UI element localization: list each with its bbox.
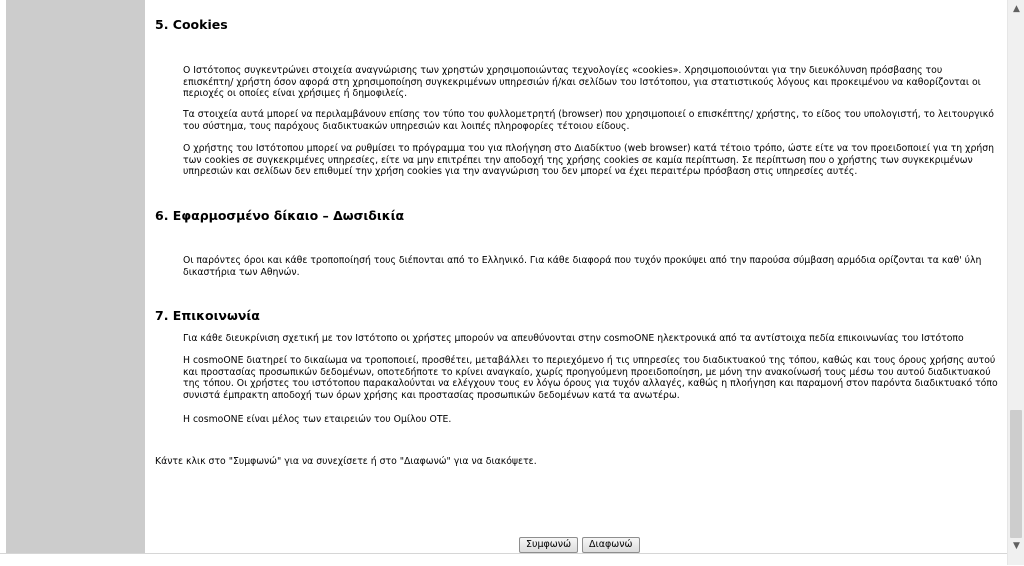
section-heading-law: 6. Εφαρμοσμένο δίκαιο – Δωσιδικία [155, 208, 405, 223]
cookies-paragraph-2: Τα στοιχεία αυτά μπορεί να περιλαμβάνουν επίσης τον τύπο του φυλλομετρητή (browser) που χρησιμοποιεί ο επισκέπτης/ χρήστης, το είδος του υπολογιστή, το λειτουργικό του σύστημα, τους παρόχους διαδικτυακών υπηρεσιών και λοιπές πληροφορίες τέτοιου είδους. [183, 109, 994, 132]
contact-paragraph-1: Για κάθε διευκρίνιση σχετική με τον Ιστότοπο οι χρήστες μπορούν να απευθύνονται στην cosmoONE ηλεκτρονικά από τα αντίστοιχα πεδία επικοινωνίας του Ιστότοπο [183, 333, 964, 344]
terms-content [145, 0, 1007, 565]
scrollbar-thumb[interactable] [1010, 410, 1022, 538]
section-heading-cookies: 5. Cookies [155, 17, 228, 32]
contact-paragraph-3: Η cosmoONE είναι μέλος των εταιρειών του Ομίλου ΟΤΕ. [183, 414, 452, 425]
window-bottom-edge [0, 553, 1007, 566]
left-gutter [6, 0, 145, 565]
instruction-text: Κάντε κλικ στο "Συμφωνώ" για να συνεχίσετε ή στο "Διαφωνώ" για να διακόψετε. [155, 456, 537, 467]
chevron-up-icon[interactable]: ▲ [1013, 3, 1020, 14]
action-buttons [519, 537, 640, 553]
section-heading-contact: 7. Επικοινωνία [155, 308, 260, 323]
contact-paragraph-2: Η cosmoONE διατηρεί το δικαίωμα να τροποποιεί, προσθέτει, μεταβάλλει το περιεχόμενο ή τις υπηρεσίες του διαδικτυακού της τόπου, καθώς και τους όρους χρήσης αυτού και προστασίας προσωπικών δεδομένων, οποτεδήποτε το κρίνει αναγκαίο, χωρίς προηγούμενη προειδοποίηση, με μόνη την ανακοίνωσή τους μέσω του αυτού διαδικτυακού της τόπου. Οι χρήστες του ιστότοπου παρακαλούνται να ελέγχουν τους εν λόγω όρους για τυχόν αλλαγές, καθώς η πλοήγηση και παραμονή στον παρόντα διαδικτυακό τόπο συνιστά έμπρακτη αποδοχή των όρων χρήσης και προστασίας προσωπικών δεδομένων κατά τα ανωτέρω. [183, 355, 998, 402]
chevron-down-icon[interactable]: ▼ [1013, 540, 1020, 551]
agree-button[interactable]: Συμφωνώ [519, 537, 578, 553]
vertical-scrollbar[interactable] [1007, 0, 1024, 565]
cookies-paragraph-3: Ο χρήστης του Ιστότοπου μπορεί να ρυθμίσει το πρόγραμμα του για πλοήγηση στο Διαδίκτυο (web browser) κατά τέτοιο τρόπο, ώστε είτε να τον προειδοποιεί για τη χρήση των cookies σε συγκεκριμένες υπηρεσίες, είτε να μην επιτρέπει την αποδοχή της χρήσης cookies σε καμία περίπτωση. Σε περίπτωση που ο χρήστης των συγκεκριμένων υπηρεσιών και σελίδων δεν επιθυμεί την χρήση cookies για την αναγνώριση του δεν μπορεί να έχει περαιτέρω πρόσβαση στις υπηρεσίες αυτές. [183, 143, 995, 178]
law-paragraph-1: Οι παρόντες όροι και κάθε τροποποίησή τους διέπονται από το Ελληνικό. Για κάθε διαφορά που τυχόν προκύψει από την παρούσα σύμβαση αρμόδια ορίζονται τα καθ' ύλη δικαστήρια των Αθηνών. [183, 255, 982, 278]
disagree-button[interactable]: Διαφωνώ [582, 537, 639, 553]
cookies-paragraph-1: Ο Ιστότοπος συγκεντρώνει στοιχεία αναγνώρισης των χρηστών χρησιμοποιώντας τεχνολογίες «cookies». Χρησιμοποιούνται για την διευκόλυνση πρόσβασης του επισκέπτη/ χρήστη όσον αφορά στη χρησιμοποίηση συγκεκριμένων υπηρεσιών ή/και σελίδων του Ιστότοπου, για στατιστικούς λόγους και προκειμένου να καθορίζονται οι περιοχές οι οποίες είναι χρήσιμες ή δημοφιλείς. [183, 65, 981, 100]
